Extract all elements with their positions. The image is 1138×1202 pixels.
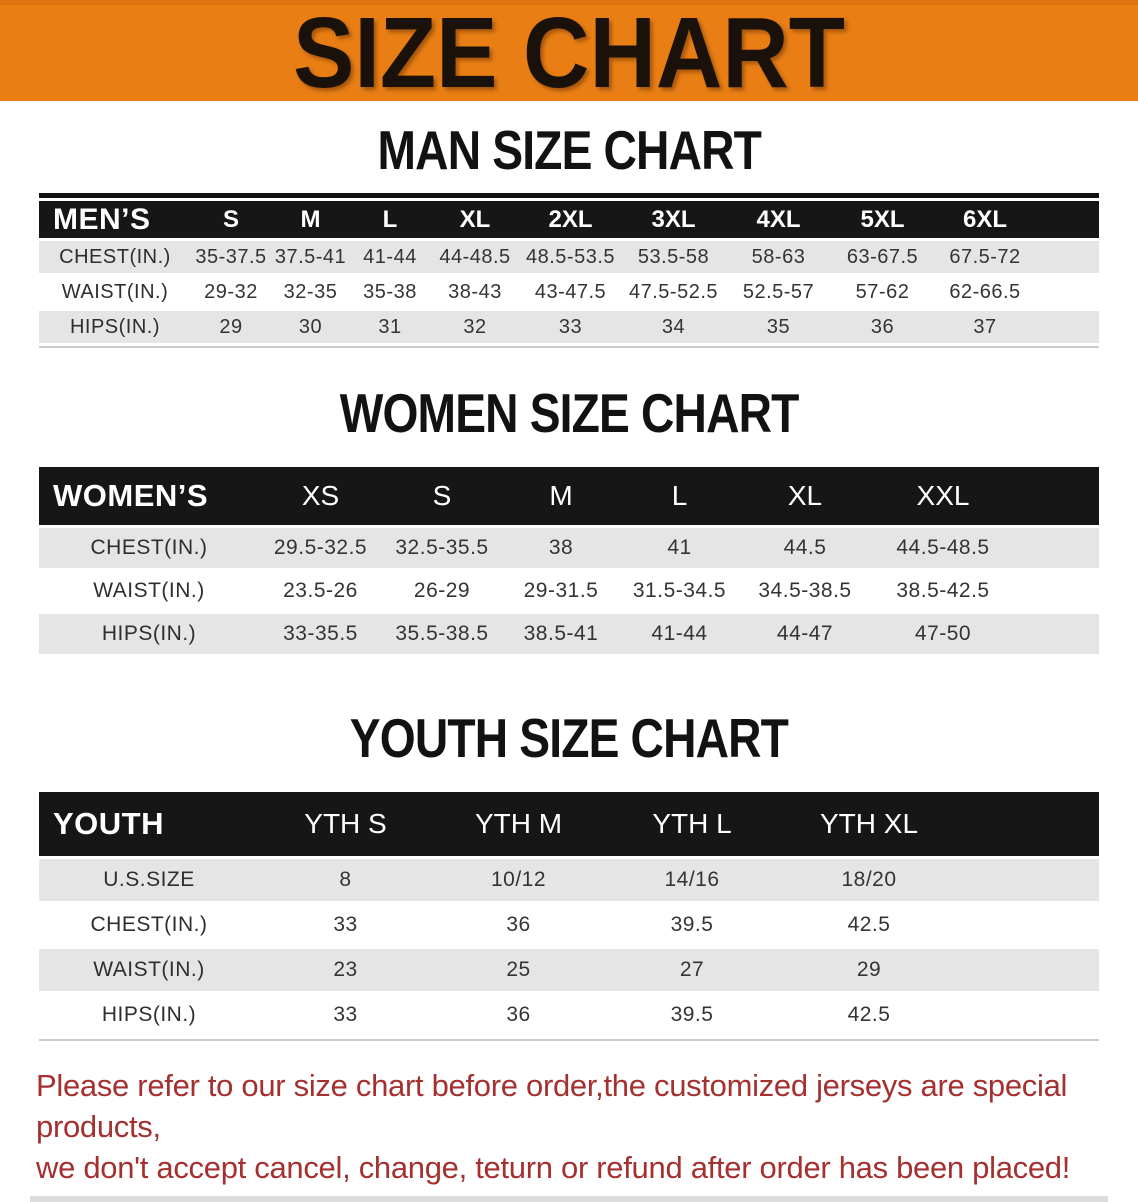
size-cell: 48.5-53.5 xyxy=(520,241,621,273)
row-label: CHEST(IN.) xyxy=(39,904,259,946)
size-cell: 35 xyxy=(726,311,831,343)
disclaimer-line-2: we don't accept cancel, change, teturn or refund after order has been placed! xyxy=(36,1150,1071,1185)
size-cell: 42.5 xyxy=(779,904,959,946)
filler-cell xyxy=(959,859,1099,901)
column-header: S xyxy=(382,467,502,525)
column-header: M xyxy=(502,467,620,525)
table-row xyxy=(39,571,1099,611)
table-row xyxy=(39,311,1099,343)
size-cell: 38-43 xyxy=(430,276,520,308)
size-cell: 63-67.5 xyxy=(831,241,934,273)
column-header: YTH S xyxy=(259,792,432,856)
bottom-divider xyxy=(30,1196,1108,1202)
size-cell: 31 xyxy=(350,311,430,343)
size-cell: 37 xyxy=(934,311,1036,343)
table-row xyxy=(39,528,1099,568)
size-cell: 18/20 xyxy=(779,859,959,901)
column-header: XL xyxy=(739,467,871,525)
header-row xyxy=(39,792,1099,856)
table-title-cell: MEN’S xyxy=(39,201,191,238)
column-header: L xyxy=(350,201,430,238)
size-cell: 38 xyxy=(502,528,620,568)
header-row xyxy=(39,467,1099,525)
size-cell: 26-29 xyxy=(382,571,502,611)
column-header: 3XL xyxy=(621,201,726,238)
size-cell: 38.5-42.5 xyxy=(871,571,1015,611)
size-cell: 62-66.5 xyxy=(934,276,1036,308)
column-header: S xyxy=(191,201,271,238)
size-cell: 29.5-32.5 xyxy=(259,528,382,568)
row-label: CHEST(IN.) xyxy=(39,528,259,568)
size-cell: 53.5-58 xyxy=(621,241,726,273)
table-title-cell: YOUTH xyxy=(39,792,259,856)
size-cell: 8 xyxy=(259,859,432,901)
filler-cell xyxy=(1036,276,1099,308)
women-size-chart-heading-text: WOMEN SIZE CHART xyxy=(339,382,799,444)
size-cell: 41-44 xyxy=(350,241,430,273)
size-cell: 34.5-38.5 xyxy=(739,571,871,611)
size-cell: 29 xyxy=(779,949,959,991)
size-cell: 44.5-48.5 xyxy=(871,528,1015,568)
youth-size-chart-heading xyxy=(0,707,1138,769)
youth-size-chart-heading-text: YOUTH SIZE CHART xyxy=(349,707,789,769)
banner-title: SIZE CHART xyxy=(293,0,845,109)
size-cell: 32.5-35.5 xyxy=(382,528,502,568)
size-cell: 44.5 xyxy=(739,528,871,568)
size-cell: 57-62 xyxy=(831,276,934,308)
size-cell: 67.5-72 xyxy=(934,241,1036,273)
size-cell: 38.5-41 xyxy=(502,614,620,654)
size-cell: 42.5 xyxy=(779,994,959,1036)
size-cell: 14/16 xyxy=(605,859,779,901)
size-cell: 41-44 xyxy=(620,614,739,654)
man-size-chart-heading-text: MAN SIZE CHART xyxy=(377,119,761,181)
column-header: 6XL xyxy=(934,201,1036,238)
column-header: 4XL xyxy=(726,201,831,238)
size-cell: 33 xyxy=(259,994,432,1036)
size-cell: 32 xyxy=(430,311,520,343)
size-chart-banner xyxy=(0,0,1138,109)
size-cell: 37.5-41 xyxy=(271,241,350,273)
column-header: L xyxy=(620,467,739,525)
size-cell: 47.5-52.5 xyxy=(621,276,726,308)
size-cell: 10/12 xyxy=(432,859,605,901)
filler-cell xyxy=(1015,467,1099,525)
size-cell: 25 xyxy=(432,949,605,991)
size-cell: 29 xyxy=(191,311,271,343)
row-label: HIPS(IN.) xyxy=(39,614,259,654)
size-cell: 36 xyxy=(432,904,605,946)
size-cell: 35.5-38.5 xyxy=(382,614,502,654)
row-label: CHEST(IN.) xyxy=(39,241,191,273)
row-label: U.S.SIZE xyxy=(39,859,259,901)
table-row xyxy=(39,994,1099,1036)
size-cell: 29-32 xyxy=(191,276,271,308)
size-cell: 41 xyxy=(620,528,739,568)
column-header: YTH XL xyxy=(779,792,959,856)
column-header: YTH M xyxy=(432,792,605,856)
size-cell: 34 xyxy=(621,311,726,343)
table-row xyxy=(39,904,1099,946)
size-cell: 33 xyxy=(259,904,432,946)
mens-size-table xyxy=(39,193,1099,348)
size-cell: 39.5 xyxy=(605,904,779,946)
size-cell: 47-50 xyxy=(871,614,1015,654)
filler-cell xyxy=(959,792,1099,856)
row-label: WAIST(IN.) xyxy=(39,276,191,308)
filler-cell xyxy=(1015,528,1099,568)
column-header: XS xyxy=(259,467,382,525)
filler-cell xyxy=(959,949,1099,991)
size-cell: 35-38 xyxy=(350,276,430,308)
table-row xyxy=(39,276,1099,308)
size-cell: 33-35.5 xyxy=(259,614,382,654)
row-label: HIPS(IN.) xyxy=(39,311,191,343)
size-cell: 43-47.5 xyxy=(520,276,621,308)
table-row xyxy=(39,859,1099,901)
youth-size-table xyxy=(39,789,1099,1041)
table-row xyxy=(39,614,1099,654)
size-cell: 36 xyxy=(432,994,605,1036)
women-size-chart-heading xyxy=(0,382,1138,444)
size-cell: 39.5 xyxy=(605,994,779,1036)
column-header: 5XL xyxy=(831,201,934,238)
size-cell: 23 xyxy=(259,949,432,991)
womens-size-table xyxy=(39,464,1099,657)
disclaimer-line-1: Please refer to our size chart before order,the customized jerseys are special products, xyxy=(36,1068,1068,1144)
size-cell: 31.5-34.5 xyxy=(620,571,739,611)
size-cell: 23.5-26 xyxy=(259,571,382,611)
size-cell: 30 xyxy=(271,311,350,343)
size-cell: 58-63 xyxy=(726,241,831,273)
size-cell: 44-47 xyxy=(739,614,871,654)
size-cell: 52.5-57 xyxy=(726,276,831,308)
size-cell: 27 xyxy=(605,949,779,991)
row-label: WAIST(IN.) xyxy=(39,949,259,991)
column-header: 2XL xyxy=(520,201,621,238)
column-header: XXL xyxy=(871,467,1015,525)
size-cell: 35-37.5 xyxy=(191,241,271,273)
row-label: HIPS(IN.) xyxy=(39,994,259,1036)
filler-cell xyxy=(1036,241,1099,273)
size-cell: 44-48.5 xyxy=(430,241,520,273)
filler-cell xyxy=(1036,311,1099,343)
size-cell: 32-35 xyxy=(271,276,350,308)
column-header: M xyxy=(271,201,350,238)
filler-cell xyxy=(1015,571,1099,611)
filler-cell xyxy=(959,904,1099,946)
table-row xyxy=(39,241,1099,273)
column-header: XL xyxy=(430,201,520,238)
filler-cell xyxy=(959,994,1099,1036)
man-size-chart-heading xyxy=(0,119,1138,181)
size-cell: 29-31.5 xyxy=(502,571,620,611)
header-row xyxy=(39,201,1099,238)
table-row xyxy=(39,949,1099,991)
filler-cell xyxy=(1036,201,1099,238)
size-cell: 33 xyxy=(520,311,621,343)
table-title-cell: WOMEN’S xyxy=(39,467,259,525)
filler-cell xyxy=(1015,614,1099,654)
row-label: WAIST(IN.) xyxy=(39,571,259,611)
column-header: YTH L xyxy=(605,792,779,856)
size-cell: 36 xyxy=(831,311,934,343)
disclaimer-note xyxy=(0,1065,1138,1188)
